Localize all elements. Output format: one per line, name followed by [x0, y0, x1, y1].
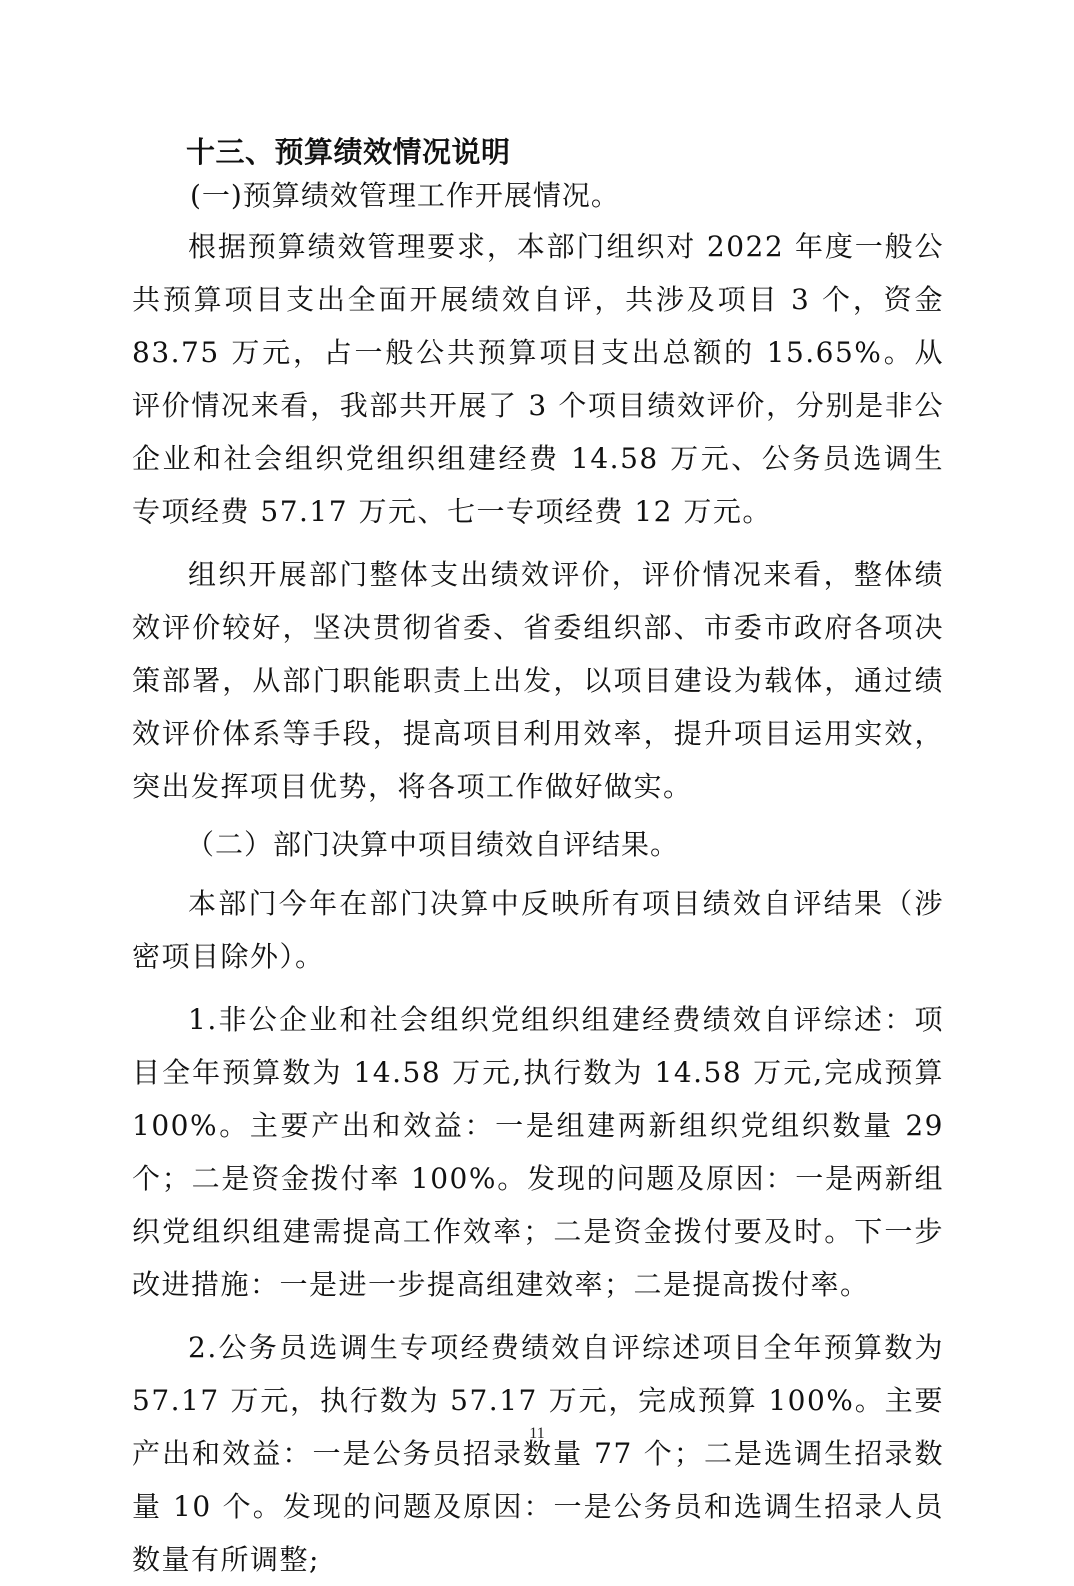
document-body [132, 130, 944, 1586]
paragraph-project-1-summary: 1.非公企业和社会组织党组织组建经费绩效自评综述：项目全年预算数为 14.58 万元,执行数为 14.58 万元,完成预算 100%。主要产出和效益：一是组建两新组织党组织数量 29 个；二是资金拨付率 100%。发现的问题及原因：一是两新组织党组织组建需提高工作效率；二是资金拨付要及时。下一步改进措施：一是进一步提高组建效率；二是提高拨付率。 [132, 1003, 944, 1301]
page-number: 11 [529, 1425, 545, 1442]
paragraph-overall-evaluation: 组织开展部门整体支出绩效评价，评价情况来看，整体绩效评价较好，坚决贯彻省委、省委组织部、市委市政府各项决策部署，从部门职能职责上出发，以项目建设为载体，通过绩效评价体系等手段，提高项目利用效率，提升项目运用实效，突出发挥项目优势，将各项工作做好做实。 [132, 558, 944, 803]
paragraph-results-scope: 本部门今年在部门决算中反映所有项目绩效自评结果（涉密项目除外）。 [132, 887, 944, 973]
subsection-heading-project-results: （二）部门决算中项目绩效自评结果。 [186, 828, 680, 861]
subsection-heading-budget-performance-management: (一)预算绩效管理工作开展情况。 [190, 179, 620, 212]
paragraph-project-2-summary: 2.公务员选调生专项经费绩效自评综述项目全年预算数为 57.17 万元，执行数为 57.17 万元，完成预算 100%。主要产出和效益：一是公务员招录数量 77 个；二是选调生招录数量 10 个。发现的问题及原因：一是公务员和选调生招录人员数量有所调整; [132, 1331, 944, 1576]
paragraph-self-evaluation-overview: 根据预算绩效管理要求，本部门组织对 2022 年度一般公共预算项目支出全面开展绩效自评，共涉及项目 3 个，资金 83.75 万元，占一般公共预算项目支出总额的 15.65%。从评价情况来看，我部共开展了 3 个项目绩效评价，分别是非公企业和社会组织党组织组建经费 14.58 万元、公务员选调生专项经费 57.17 万元、七一专项经费 12 万元。 [132, 230, 944, 528]
section-heading: 十三、预算绩效情况说明 [186, 135, 511, 169]
